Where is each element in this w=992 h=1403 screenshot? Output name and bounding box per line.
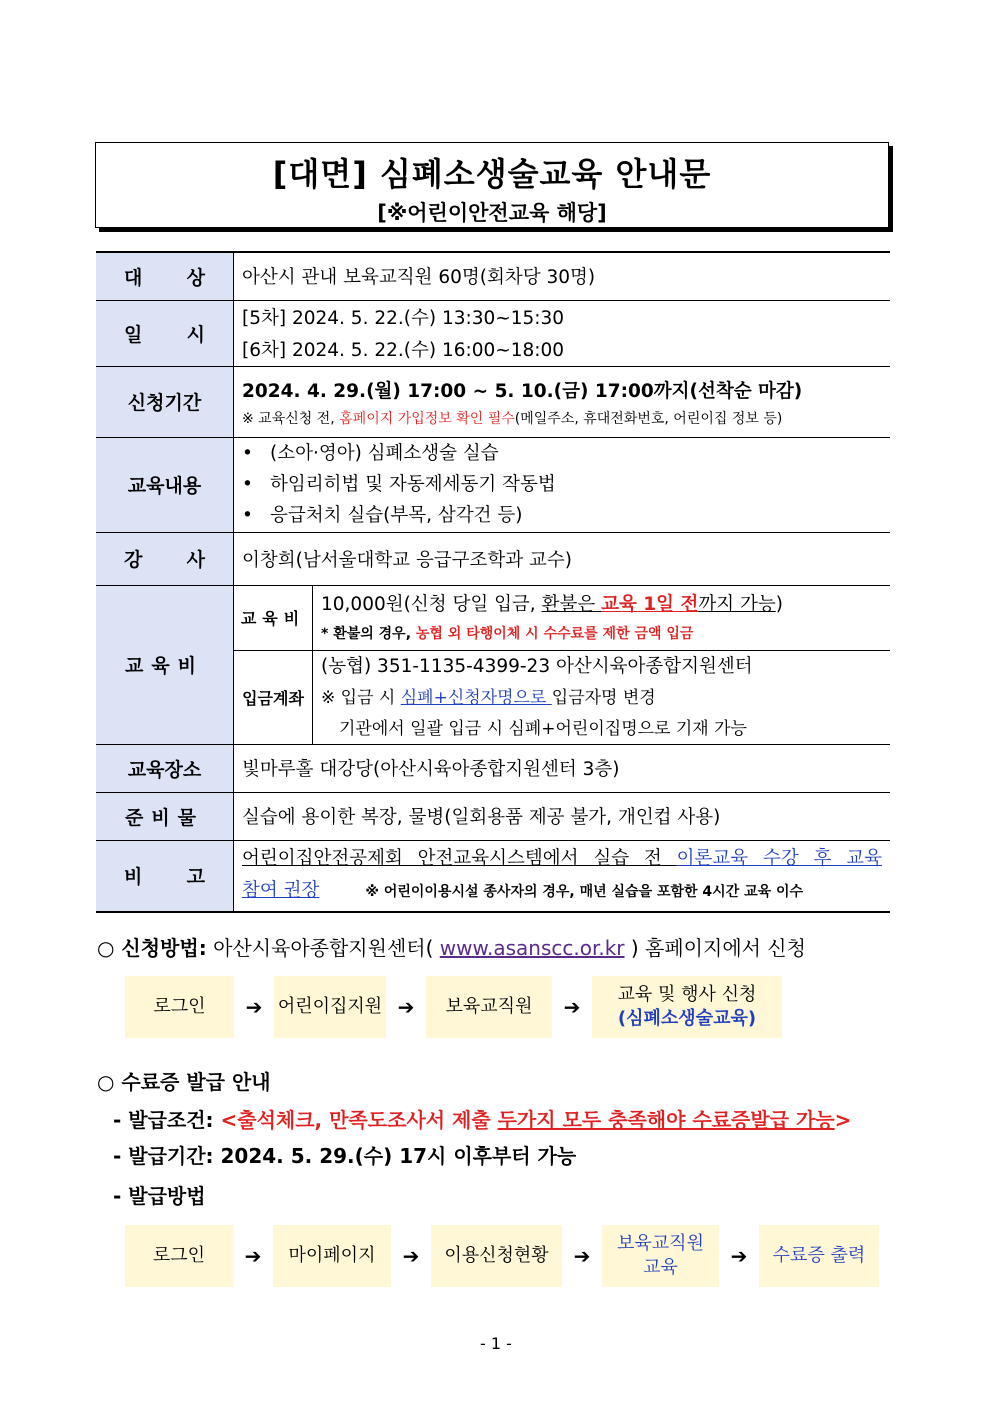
page-title: [대면] 심폐소생술교육 안내문 — [272, 155, 712, 193]
label-apply-period: 신청기간 — [96, 366, 234, 437]
remark-line1: 어린이집안전공제회 안전교육시스템에서 실습 전 이론교육 수강 후 교육 — [242, 848, 882, 870]
place-value: 빛마루홀 대강당(아산시육아종합지원센터 3층) — [234, 744, 891, 792]
arrow-right-icon: ➔ — [245, 995, 263, 1019]
content-list — [242, 438, 882, 531]
page-subtitle: [※어린이안전교육 해당] — [377, 201, 607, 225]
account-note: ※ 입금 시 심폐+신청자명으로 입금자명 변경 — [321, 687, 656, 708]
prep-value: 실습에 용이한 복장, 물병(일회용품 제공 불가, 개인컵 사용) — [234, 792, 891, 840]
date-line-5: [5차] 2024. 5. 22.(수) 13:30~15:30 — [242, 307, 565, 329]
row-apply-period — [96, 366, 890, 437]
label-remark: 비 고 — [124, 866, 205, 889]
page-number: - 1 - — [480, 1334, 512, 1353]
flow-step: 보육교직원 — [426, 976, 552, 1038]
label-place: 교육장소 — [96, 744, 234, 792]
arrow-right-icon: ➔ — [573, 1244, 591, 1268]
title-box — [95, 142, 889, 228]
flow-step: 보육교직원 교육 — [602, 1225, 719, 1287]
row-date — [96, 300, 890, 366]
label-account: 입금계좌 — [234, 650, 313, 744]
arrow-right-icon: ➔ — [563, 995, 581, 1019]
label-fee-sub: 교육비 — [234, 585, 313, 650]
row-fee — [96, 585, 890, 650]
flow-step: 교육 및 행사 신청 (심폐소생술교육) — [592, 976, 782, 1038]
arrow-right-icon: ➔ — [397, 995, 415, 1019]
apply-flow — [125, 976, 782, 1038]
account-value: (농협) 351-1135-4399-23 아산시육아종합지원센터 — [321, 655, 753, 677]
certificate-method-label: - 발급방법 — [113, 1184, 206, 1208]
label-instructor: 강 사 — [124, 549, 205, 571]
arrow-right-icon: ➔ — [244, 1244, 262, 1268]
row-place — [96, 744, 890, 792]
flow-step: 이용신청현황 — [431, 1225, 562, 1287]
list-item: • 응급처치 실습(부목, 삼각건 등) — [242, 500, 882, 531]
flow-step: 로그인 — [125, 976, 234, 1038]
label-prep: 준비물 — [96, 792, 234, 840]
row-content — [96, 437, 890, 532]
label-date: 일 시 — [124, 323, 205, 346]
row-prep — [96, 792, 890, 840]
remark-line2: 참여 권장 ※ 어린이이용시설 종사자의 경우, 매년 실습을 포함한 4시간 교육 이수 — [242, 880, 804, 902]
flow-step: 로그인 — [125, 1225, 233, 1287]
info-table — [96, 251, 890, 913]
arrow-right-icon: ➔ — [730, 1244, 748, 1268]
row-target — [96, 252, 890, 300]
list-item: • (소아·영아) 심폐소생술 실습 — [242, 438, 882, 469]
certificate-period: - 발급기간: 2024. 5. 29.(수) 17시 이후부터 가능 — [113, 1144, 577, 1168]
label-content: 교육내용 — [96, 437, 234, 532]
certificate-condition: - 발급조건: <출석체크, 만족도조사서 제출 두가지 모두 충족해야 수료증발급 가능> — [113, 1108, 852, 1132]
date-line-6: [6차] 2024. 5. 22.(수) 16:00~18:00 — [242, 339, 565, 361]
label-fee: 교육비 — [96, 585, 234, 744]
apply-method: ○ 신청방법: 아산시육아종합지원센터( www.asanscc.or.kr ) 홈페이지에서 신청 — [97, 936, 806, 960]
account-note2: 기관에서 일괄 입금 시 심폐+어린이집명으로 기재 가능 — [339, 718, 747, 739]
flow-step: 마이페이지 — [273, 1225, 391, 1287]
homepage-link[interactable]: www.asanscc.or.kr — [439, 936, 625, 960]
target-value: 아산시 관내 보육교직원 60명(회차당 30명) — [234, 252, 891, 300]
certificate-heading: ○ 수료증 발급 안내 — [97, 1070, 271, 1094]
list-item: • 하임리히법 및 자동제세동기 작동법 — [242, 469, 882, 500]
fee-value: 10,000원(신청 당일 입금, 환불은 교육 1일 전까지 가능) — [321, 593, 783, 615]
fee-note: * 환불의 경우, 농협 외 타행이체 시 수수료를 제한 금액 입금 — [321, 625, 694, 642]
label-target: 대 상 — [124, 266, 205, 289]
flow-step: 어린이집지원 — [274, 976, 386, 1038]
arrow-right-icon: ➔ — [402, 1244, 420, 1268]
apply-period-value: 2024. 4. 29.(월) 17:00 ~ 5. 10.(금) 17:00까지(선착순 마감) — [242, 380, 803, 402]
flow-step: 수료증 출력 — [759, 1225, 879, 1287]
row-instructor — [96, 532, 890, 585]
instructor-value: 이창희(남서울대학교 응급구조학과 교수) — [234, 532, 891, 585]
row-remark — [96, 840, 890, 912]
certificate-flow — [125, 1225, 879, 1287]
apply-period-note: ※ 교육신청 전, 홈페이지 가입정보 확인 필수(메일주소, 휴대전화번호, 어린이집 정보 등) — [242, 410, 783, 427]
